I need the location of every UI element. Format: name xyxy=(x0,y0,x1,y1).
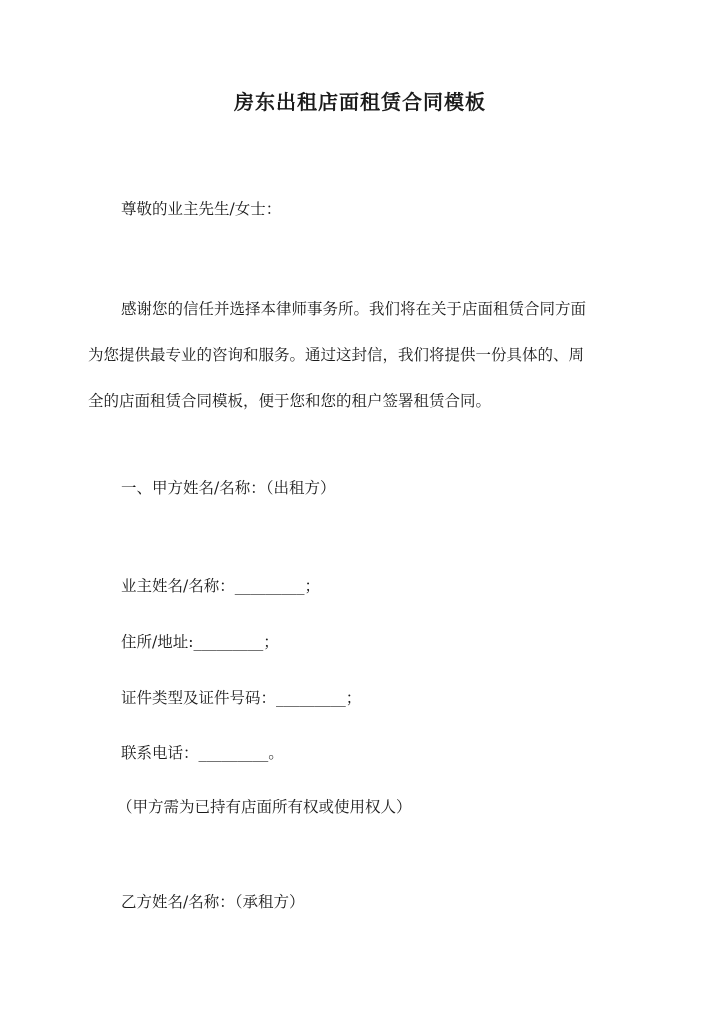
intro-paragraph xyxy=(88,286,633,424)
intro-line-2: 为您提供最专业的咨询和服务。通过这封信，我们将提供一份具体的、周 xyxy=(88,346,585,364)
section-b-heading: 乙方姓名/名称：（承租方） xyxy=(121,893,305,911)
intro-line-1: 感谢您的信任并选择本律师事务所。我们将在关于店面租赁合同方面 xyxy=(121,300,587,318)
party-a-note: （甲方需为已持有店面所有权或使用权人） xyxy=(117,798,412,816)
field-owner-name: 业主姓名/名称：_________； xyxy=(121,577,320,595)
section-a-heading: 一、甲方姓名/名称：（出租方） xyxy=(121,479,336,497)
salutation: 尊敬的业主先生/女士： xyxy=(121,200,282,218)
field-phone: 联系电话：_________。 xyxy=(121,744,284,762)
intro-line-3: 全的店面租赁合同模板，便于您和您的租户签署租赁合同。 xyxy=(88,392,492,410)
field-id-number: 证件类型及证件号码：_________； xyxy=(121,689,362,707)
document-title: 房东出租店面租赁合同模板 xyxy=(234,90,486,114)
field-address: 住所/地址:_________； xyxy=(121,633,279,651)
